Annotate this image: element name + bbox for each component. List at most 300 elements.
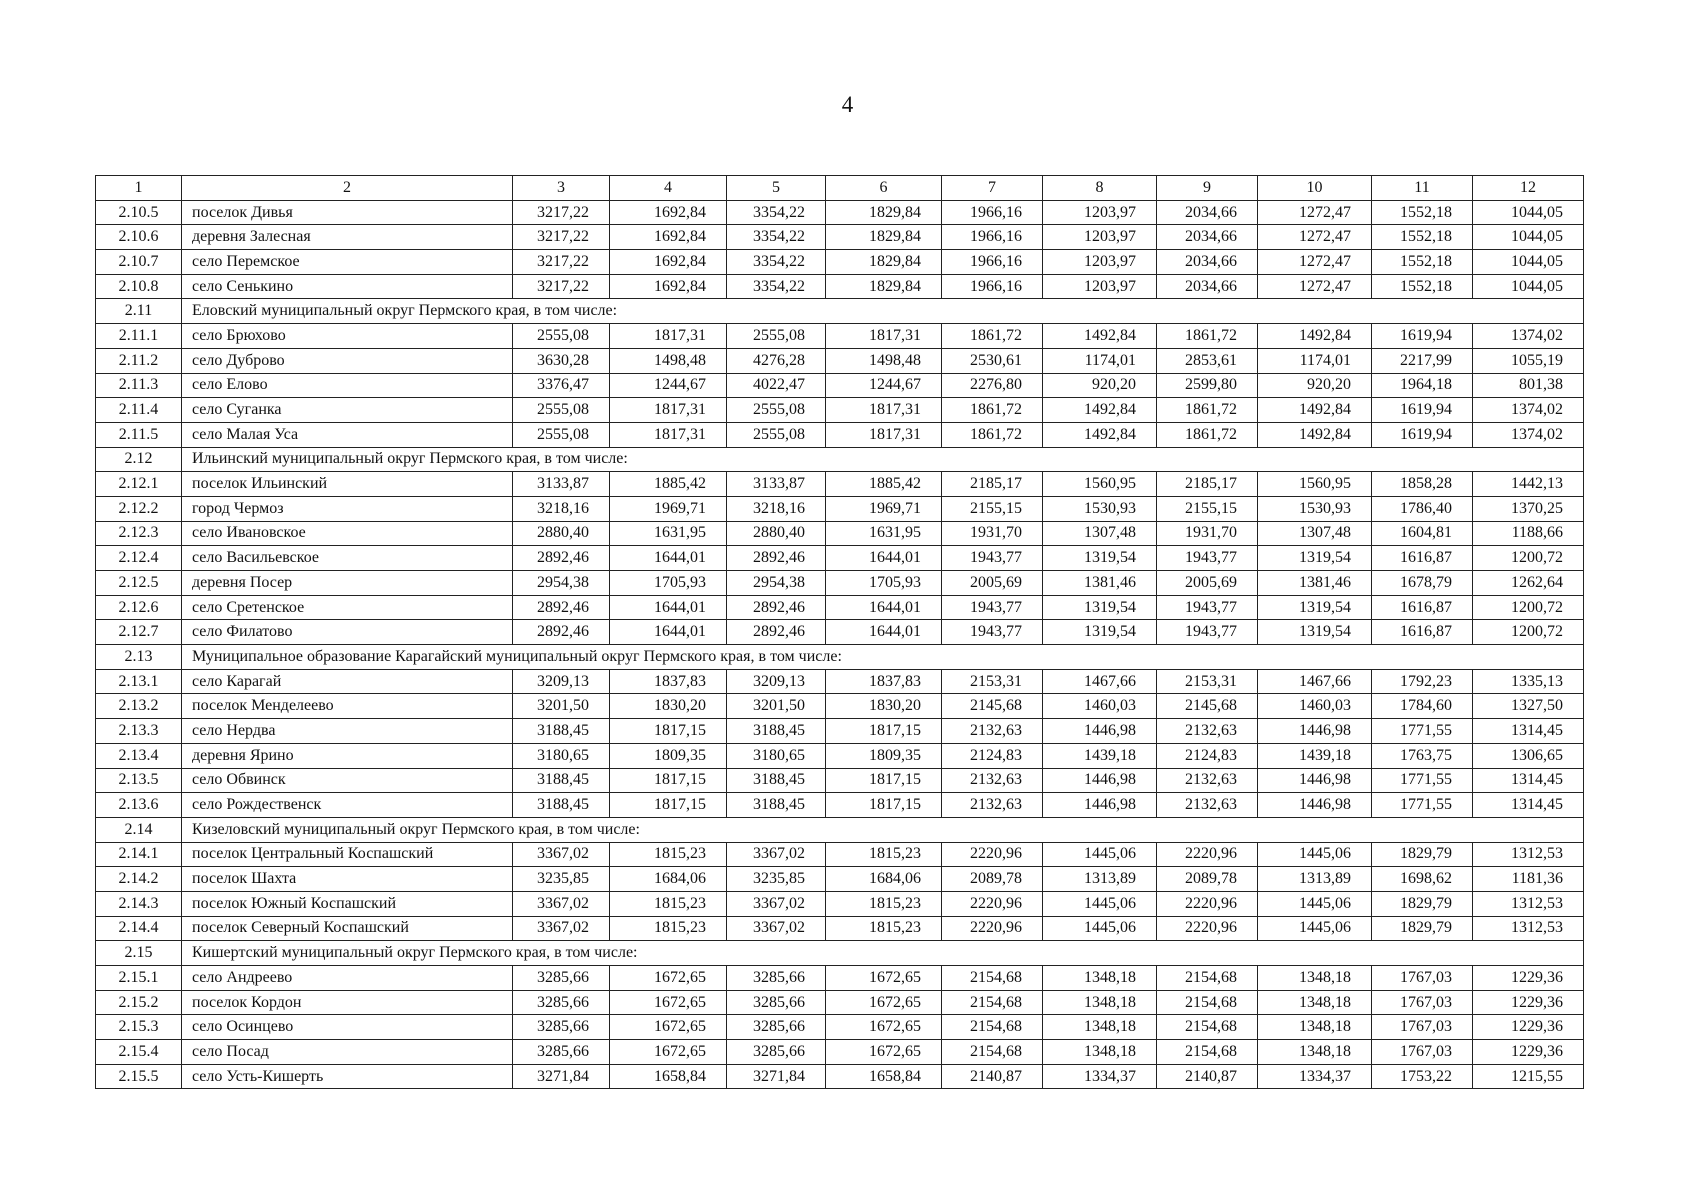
value-cell: 2217,99: [1372, 348, 1473, 373]
value-cell: 3285,66: [513, 1015, 610, 1040]
settlement-name: поселок Шахта: [182, 867, 513, 892]
value-cell: 1229,36: [1473, 990, 1584, 1015]
value-cell: 1616,87: [1372, 595, 1473, 620]
settlement-name: село Сретенское: [182, 595, 513, 620]
value-cell: 1692,84: [610, 250, 727, 275]
settlement-name: село Осинцево: [182, 1015, 513, 1040]
value-cell: 1446,98: [1043, 719, 1157, 744]
value-cell: 3367,02: [513, 842, 610, 867]
value-cell: 2089,78: [1157, 867, 1258, 892]
value-cell: 1705,93: [826, 571, 942, 596]
value-cell: 1705,93: [610, 571, 727, 596]
value-cell: 2892,46: [727, 620, 826, 645]
value-cell: 1044,05: [1473, 274, 1584, 299]
value-cell: 1815,23: [826, 916, 942, 941]
value-cell: 1445,06: [1043, 842, 1157, 867]
row-code: 2.13.3: [96, 719, 182, 744]
settlement-name: поселок Центральный Коспашский: [182, 842, 513, 867]
value-cell: 2154,68: [1157, 990, 1258, 1015]
value-cell: 1492,84: [1043, 398, 1157, 423]
group-header-row: [96, 645, 1584, 670]
value-cell: 1314,45: [1473, 719, 1584, 744]
value-cell: 1335,13: [1473, 669, 1584, 694]
value-cell: 1229,36: [1473, 1040, 1584, 1065]
value-cell: 2555,08: [513, 398, 610, 423]
value-cell: 1644,01: [826, 595, 942, 620]
value-cell: 2555,08: [727, 422, 826, 447]
group-code: 2.14: [96, 817, 182, 842]
table-row: [96, 743, 1584, 768]
value-cell: 1817,31: [826, 422, 942, 447]
value-cell: 1319,54: [1043, 595, 1157, 620]
value-cell: 1445,06: [1043, 891, 1157, 916]
value-cell: 1698,62: [1372, 867, 1473, 892]
value-cell: 1644,01: [610, 595, 727, 620]
value-cell: 2034,66: [1157, 274, 1258, 299]
value-cell: 1348,18: [1043, 966, 1157, 991]
group-title: Еловский муниципальный округ Пермского края, в том числе:: [182, 299, 1584, 324]
column-header: 11: [1372, 176, 1473, 201]
value-cell: 3188,45: [727, 793, 826, 818]
value-cell: 2880,40: [727, 521, 826, 546]
value-cell: 1861,72: [942, 398, 1043, 423]
value-cell: 2140,87: [1157, 1064, 1258, 1089]
value-cell: 3180,65: [513, 743, 610, 768]
value-cell: 1786,40: [1372, 496, 1473, 521]
value-cell: 1370,25: [1473, 496, 1584, 521]
settlement-name: село Нердва: [182, 719, 513, 744]
value-cell: 1203,97: [1043, 274, 1157, 299]
value-cell: 1215,55: [1473, 1064, 1584, 1089]
value-cell: 1604,81: [1372, 521, 1473, 546]
value-cell: 1552,18: [1372, 225, 1473, 250]
value-cell: 2892,46: [513, 595, 610, 620]
value-cell: 1181,36: [1473, 867, 1584, 892]
value-cell: 1644,01: [826, 546, 942, 571]
column-header: 7: [942, 176, 1043, 201]
settlement-name: поселок Дивья: [182, 200, 513, 225]
table-row: [96, 891, 1584, 916]
value-cell: 1885,42: [610, 472, 727, 497]
table-row: [96, 620, 1584, 645]
value-cell: 1374,02: [1473, 324, 1584, 349]
value-cell: 2132,63: [1157, 768, 1258, 793]
value-cell: 2555,08: [513, 422, 610, 447]
value-cell: 1306,65: [1473, 743, 1584, 768]
group-title: Кизеловский муниципальный округ Пермского края, в том числе:: [182, 817, 1584, 842]
value-cell: 1244,67: [826, 373, 942, 398]
row-code: 2.12.3: [96, 521, 182, 546]
column-header: 9: [1157, 176, 1258, 201]
value-cell: 1348,18: [1258, 1040, 1372, 1065]
value-cell: 1861,72: [1157, 324, 1258, 349]
value-cell: 2892,46: [513, 620, 610, 645]
value-cell: 1334,37: [1043, 1064, 1157, 1089]
column-header: 6: [826, 176, 942, 201]
row-code: 2.10.7: [96, 250, 182, 275]
value-cell: 2880,40: [513, 521, 610, 546]
table-row: [96, 324, 1584, 349]
value-cell: 2089,78: [942, 867, 1043, 892]
value-cell: 1272,47: [1258, 250, 1372, 275]
value-cell: 1692,84: [610, 225, 727, 250]
value-cell: 2124,83: [942, 743, 1043, 768]
settlement-name: село Андреево: [182, 966, 513, 991]
value-cell: 1439,18: [1043, 743, 1157, 768]
table-row: [96, 274, 1584, 299]
row-code: 2.10.6: [96, 225, 182, 250]
value-cell: 1272,47: [1258, 225, 1372, 250]
value-cell: 3354,22: [727, 250, 826, 275]
value-cell: 1446,98: [1258, 793, 1372, 818]
value-cell: 3285,66: [727, 1040, 826, 1065]
column-header: 2: [182, 176, 513, 201]
value-cell: 1767,03: [1372, 990, 1473, 1015]
value-cell: 2154,68: [1157, 1040, 1258, 1065]
value-cell: 1498,48: [826, 348, 942, 373]
value-cell: 1943,77: [1157, 595, 1258, 620]
value-cell: 1616,87: [1372, 546, 1473, 571]
value-cell: 1817,31: [826, 324, 942, 349]
value-cell: 3354,22: [727, 274, 826, 299]
value-cell: 1319,54: [1043, 620, 1157, 645]
value-cell: 1672,65: [610, 1040, 727, 1065]
value-cell: 3209,13: [727, 669, 826, 694]
value-cell: 1262,64: [1473, 571, 1584, 596]
value-cell: 1616,87: [1372, 620, 1473, 645]
group-header-row: [96, 299, 1584, 324]
value-cell: 3217,22: [513, 250, 610, 275]
value-cell: 1492,84: [1258, 324, 1372, 349]
value-cell: 1829,79: [1372, 842, 1473, 867]
value-cell: 3367,02: [727, 842, 826, 867]
table-row: [96, 398, 1584, 423]
settlement-name: село Обвинск: [182, 768, 513, 793]
settlement-name: поселок Северный Коспашский: [182, 916, 513, 941]
settlement-name: город Чермоз: [182, 496, 513, 521]
value-cell: 3235,85: [513, 867, 610, 892]
value-cell: 1943,77: [942, 620, 1043, 645]
row-code: 2.12.4: [96, 546, 182, 571]
value-cell: 1200,72: [1473, 595, 1584, 620]
value-cell: 1861,72: [1157, 422, 1258, 447]
settlement-name: деревня Залесная: [182, 225, 513, 250]
value-cell: 1753,22: [1372, 1064, 1473, 1089]
value-cell: 1381,46: [1043, 571, 1157, 596]
value-cell: 3188,45: [727, 719, 826, 744]
value-cell: 2853,61: [1157, 348, 1258, 373]
value-cell: 2185,17: [1157, 472, 1258, 497]
value-cell: 1809,35: [610, 743, 727, 768]
value-cell: 1044,05: [1473, 200, 1584, 225]
value-cell: 1861,72: [1157, 398, 1258, 423]
row-code: 2.14.4: [96, 916, 182, 941]
value-cell: 2154,68: [942, 990, 1043, 1015]
column-header: 8: [1043, 176, 1157, 201]
value-cell: 4276,28: [727, 348, 826, 373]
value-cell: 1312,53: [1473, 891, 1584, 916]
value-cell: 2220,96: [1157, 891, 1258, 916]
value-cell: 3376,47: [513, 373, 610, 398]
table-row: [96, 916, 1584, 941]
tariff-table-container: [95, 175, 1583, 1089]
table-row: [96, 595, 1584, 620]
value-cell: 2124,83: [1157, 743, 1258, 768]
value-cell: 2892,46: [727, 595, 826, 620]
value-cell: 1809,35: [826, 743, 942, 768]
value-cell: 2132,63: [942, 719, 1043, 744]
value-cell: 1552,18: [1372, 274, 1473, 299]
value-cell: 920,20: [1258, 373, 1372, 398]
settlement-name: поселок Ильинский: [182, 472, 513, 497]
value-cell: 1658,84: [610, 1064, 727, 1089]
value-cell: 2220,96: [1157, 842, 1258, 867]
value-cell: 1837,83: [610, 669, 727, 694]
value-cell: 1771,55: [1372, 793, 1473, 818]
table-row: [96, 472, 1584, 497]
table-row: [96, 793, 1584, 818]
value-cell: 3188,45: [513, 793, 610, 818]
value-cell: 1200,72: [1473, 620, 1584, 645]
value-cell: 1188,66: [1473, 521, 1584, 546]
value-cell: 1348,18: [1043, 990, 1157, 1015]
value-cell: 2154,68: [942, 1040, 1043, 1065]
value-cell: 1771,55: [1372, 719, 1473, 744]
value-cell: 1446,98: [1258, 768, 1372, 793]
value-cell: 3217,22: [513, 274, 610, 299]
column-header: 5: [727, 176, 826, 201]
value-cell: 2132,63: [942, 768, 1043, 793]
value-cell: 3285,66: [727, 990, 826, 1015]
value-cell: 1446,98: [1043, 793, 1157, 818]
value-cell: 1684,06: [826, 867, 942, 892]
value-cell: 2153,31: [1157, 669, 1258, 694]
value-cell: 1837,83: [826, 669, 942, 694]
value-cell: 1763,75: [1372, 743, 1473, 768]
value-cell: 1055,19: [1473, 348, 1584, 373]
value-cell: 1348,18: [1258, 1015, 1372, 1040]
row-code: 2.12.5: [96, 571, 182, 596]
value-cell: 1381,46: [1258, 571, 1372, 596]
value-cell: 1203,97: [1043, 225, 1157, 250]
value-cell: 1969,71: [610, 496, 727, 521]
value-cell: 1313,89: [1258, 867, 1372, 892]
value-cell: 1560,95: [1258, 472, 1372, 497]
value-cell: 1498,48: [610, 348, 727, 373]
value-cell: 1445,06: [1258, 891, 1372, 916]
group-title: Муниципальное образование Карагайский муниципальный округ Пермского края, в том числе:: [182, 645, 1584, 670]
value-cell: 1445,06: [1258, 916, 1372, 941]
value-cell: 2154,68: [1157, 1015, 1258, 1040]
value-cell: 1931,70: [942, 521, 1043, 546]
value-cell: 3209,13: [513, 669, 610, 694]
settlement-name: село Карагай: [182, 669, 513, 694]
row-code: 2.10.8: [96, 274, 182, 299]
table-row: [96, 200, 1584, 225]
settlement-name: село Елово: [182, 373, 513, 398]
value-cell: 1348,18: [1258, 990, 1372, 1015]
settlement-name: село Филатово: [182, 620, 513, 645]
row-code: 2.14.3: [96, 891, 182, 916]
value-cell: 3235,85: [727, 867, 826, 892]
group-header-row: [96, 817, 1584, 842]
value-cell: 3188,45: [727, 768, 826, 793]
tariff-table: [95, 175, 1584, 1089]
value-cell: 2220,96: [942, 842, 1043, 867]
value-cell: 1334,37: [1258, 1064, 1372, 1089]
value-cell: 1552,18: [1372, 250, 1473, 275]
value-cell: 1815,23: [610, 842, 727, 867]
value-cell: 1784,60: [1372, 694, 1473, 719]
row-code: 2.12.6: [96, 595, 182, 620]
value-cell: 3285,66: [513, 990, 610, 1015]
value-cell: 1203,97: [1043, 200, 1157, 225]
settlement-name: поселок Кордон: [182, 990, 513, 1015]
group-header-row: [96, 941, 1584, 966]
table-body: [96, 176, 1584, 1089]
value-cell: 1631,95: [610, 521, 727, 546]
value-cell: 1348,18: [1043, 1015, 1157, 1040]
group-title: Кишертский муниципальный округ Пермского края, в том числе:: [182, 941, 1584, 966]
row-code: 2.12.1: [96, 472, 182, 497]
value-cell: 2155,15: [1157, 496, 1258, 521]
value-cell: 1815,23: [610, 916, 727, 941]
value-cell: 1672,65: [826, 990, 942, 1015]
value-cell: 1552,18: [1372, 200, 1473, 225]
value-cell: 1307,48: [1043, 521, 1157, 546]
value-cell: 1830,20: [610, 694, 727, 719]
table-row: [96, 966, 1584, 991]
column-header: 1: [96, 176, 182, 201]
value-cell: 801,38: [1473, 373, 1584, 398]
value-cell: 1767,03: [1372, 1040, 1473, 1065]
value-cell: 2220,96: [942, 891, 1043, 916]
value-cell: 1817,31: [610, 398, 727, 423]
value-cell: 3217,22: [513, 225, 610, 250]
value-cell: 1446,98: [1258, 719, 1372, 744]
value-cell: 1313,89: [1043, 867, 1157, 892]
value-cell: 1815,23: [826, 842, 942, 867]
value-cell: 2034,66: [1157, 225, 1258, 250]
value-cell: 1492,84: [1258, 398, 1372, 423]
value-cell: 2954,38: [727, 571, 826, 596]
value-cell: 3271,84: [513, 1064, 610, 1089]
value-cell: 1044,05: [1473, 225, 1584, 250]
value-cell: 1815,23: [610, 891, 727, 916]
row-code: 2.13.2: [96, 694, 182, 719]
value-cell: 1829,79: [1372, 916, 1473, 941]
value-cell: 1492,84: [1043, 422, 1157, 447]
value-cell: 1439,18: [1258, 743, 1372, 768]
value-cell: 1445,06: [1043, 916, 1157, 941]
value-cell: 1943,77: [1157, 620, 1258, 645]
value-cell: 1672,65: [610, 1015, 727, 1040]
value-cell: 1619,94: [1372, 324, 1473, 349]
value-cell: 2154,68: [942, 966, 1043, 991]
settlement-name: село Посад: [182, 1040, 513, 1065]
table-row: [96, 225, 1584, 250]
value-cell: 1885,42: [826, 472, 942, 497]
value-cell: 1272,47: [1258, 274, 1372, 299]
value-cell: 1229,36: [1473, 966, 1584, 991]
value-cell: 2005,69: [942, 571, 1043, 596]
settlement-name: деревня Посер: [182, 571, 513, 596]
value-cell: 3285,66: [513, 1040, 610, 1065]
value-cell: 2954,38: [513, 571, 610, 596]
value-cell: 1203,97: [1043, 250, 1157, 275]
value-cell: 1678,79: [1372, 571, 1473, 596]
value-cell: 920,20: [1043, 373, 1157, 398]
value-cell: 1314,45: [1473, 768, 1584, 793]
row-code: 2.14.1: [96, 842, 182, 867]
value-cell: 1817,15: [826, 793, 942, 818]
group-code: 2.11: [96, 299, 182, 324]
table-row: [96, 250, 1584, 275]
settlement-name: село Суганка: [182, 398, 513, 423]
value-cell: 1319,54: [1043, 546, 1157, 571]
row-code: 2.12.7: [96, 620, 182, 645]
value-cell: 1861,72: [942, 324, 1043, 349]
value-cell: 1943,77: [942, 546, 1043, 571]
value-cell: 1492,84: [1043, 324, 1157, 349]
value-cell: 3354,22: [727, 225, 826, 250]
value-cell: 1684,06: [610, 867, 727, 892]
value-cell: 1815,23: [826, 891, 942, 916]
row-code: 2.15.5: [96, 1064, 182, 1089]
value-cell: 1829,79: [1372, 891, 1473, 916]
settlement-name: поселок Южный Коспашский: [182, 891, 513, 916]
value-cell: 1829,84: [826, 200, 942, 225]
settlement-name: село Усть-Кишерть: [182, 1064, 513, 1089]
value-cell: 1530,93: [1258, 496, 1372, 521]
row-code: 2.13.5: [96, 768, 182, 793]
table-row: [96, 990, 1584, 1015]
value-cell: 1619,94: [1372, 398, 1473, 423]
value-cell: 3133,87: [513, 472, 610, 497]
value-cell: 3367,02: [513, 916, 610, 941]
row-code: 2.13.6: [96, 793, 182, 818]
table-row: [96, 1015, 1584, 1040]
value-cell: 1966,16: [942, 250, 1043, 275]
row-code: 2.15.2: [96, 990, 182, 1015]
value-cell: 1467,66: [1258, 669, 1372, 694]
value-cell: 3201,50: [513, 694, 610, 719]
value-cell: 3201,50: [727, 694, 826, 719]
group-code: 2.13: [96, 645, 182, 670]
value-cell: 1319,54: [1258, 620, 1372, 645]
settlement-name: деревня Ярино: [182, 743, 513, 768]
value-cell: 1817,15: [610, 768, 727, 793]
value-cell: 1327,50: [1473, 694, 1584, 719]
value-cell: 1672,65: [826, 966, 942, 991]
row-code: 2.15.1: [96, 966, 182, 991]
table-row: [96, 867, 1584, 892]
value-cell: 1319,54: [1258, 546, 1372, 571]
value-cell: 2154,68: [1157, 966, 1258, 991]
table-row: [96, 669, 1584, 694]
table-row: [96, 1064, 1584, 1089]
value-cell: 1312,53: [1473, 916, 1584, 941]
value-cell: 1829,84: [826, 225, 942, 250]
value-cell: 1817,31: [610, 422, 727, 447]
row-code: 2.11.2: [96, 348, 182, 373]
settlement-name: село Васильевское: [182, 546, 513, 571]
value-cell: 1692,84: [610, 274, 727, 299]
settlement-name: село Перемское: [182, 250, 513, 275]
row-code: 2.14.2: [96, 867, 182, 892]
table-header-row: [96, 176, 1584, 201]
value-cell: 4022,47: [727, 373, 826, 398]
